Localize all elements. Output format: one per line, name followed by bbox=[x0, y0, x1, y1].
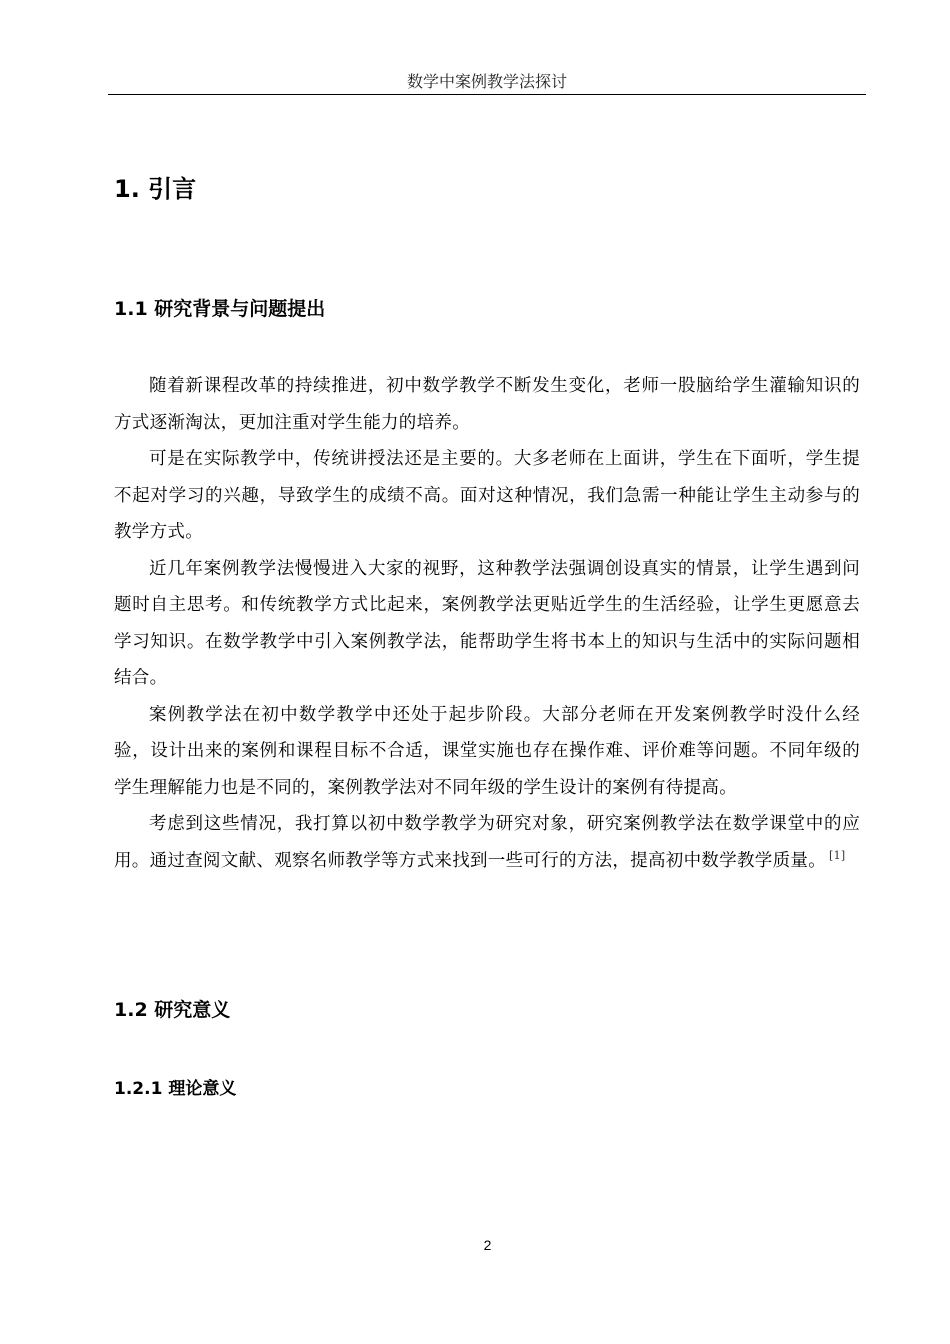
page-number: 2 bbox=[483, 1237, 492, 1253]
chapter-title: 1. 引言 bbox=[114, 175, 197, 203]
running-header: 数学中案例教学法探讨 bbox=[108, 72, 866, 95]
paragraph: 案例教学法在初中数学教学中还处于起步阶段。大部分老师在开发案例教学时没什么经验，设计出来的案例和课程目标不合适，课堂实施也存在操作难、评价难等问题。不同年级的学生理解能力也是不同的，案例教学法对不同年级的学生设计的案例有待提高。 bbox=[114, 704, 860, 798]
subsection-title-1-2-1: 1.2.1 理论意义 bbox=[114, 1079, 237, 1099]
paragraph: 近几年案例教学法慢慢进入大家的视野，这种教学法强调创设真实的情景，让学生遇到问题时自主思考。和传统教学方式比起来，案例教学法更贴近学生的生活经验，让学生更愿意去学习知识。在数学教学中引入案例教学法，能帮助学生将书本上的知识与生活中的实际问题相结合。 bbox=[114, 558, 860, 688]
paragraph-with-citation bbox=[114, 806, 860, 879]
section-title-1-1: 1.1 研究背景与问题提出 bbox=[114, 298, 326, 320]
citation-reference[interactable]: [1] bbox=[829, 848, 846, 862]
section-title-1-2: 1.2 研究意义 bbox=[114, 999, 231, 1021]
paragraph-text: 考虑到这些情况，我打算以初中数学教学为研究对象，研究案例教学法在数学课堂中的应用。通过查阅文献、观察名师教学等方式来找到一些可行的方法，提高初中数学教学质量。 bbox=[114, 814, 860, 871]
paragraph: 随着新课程改革的持续推进，初中数学教学不断发生变化，老师一股脑给学生灌输知识的方式逐渐淘汰，更加注重对学生能力的培养。 bbox=[114, 376, 860, 433]
paragraph: 可是在实际教学中，传统讲授法还是主要的。大多老师在上面讲，学生在下面听，学生提不起对学习的兴趣，导致学生的成绩不高。面对这种情况，我们急需一种能让学生主动参与的教学方式。 bbox=[114, 449, 860, 542]
section-1-1-body bbox=[114, 368, 860, 879]
